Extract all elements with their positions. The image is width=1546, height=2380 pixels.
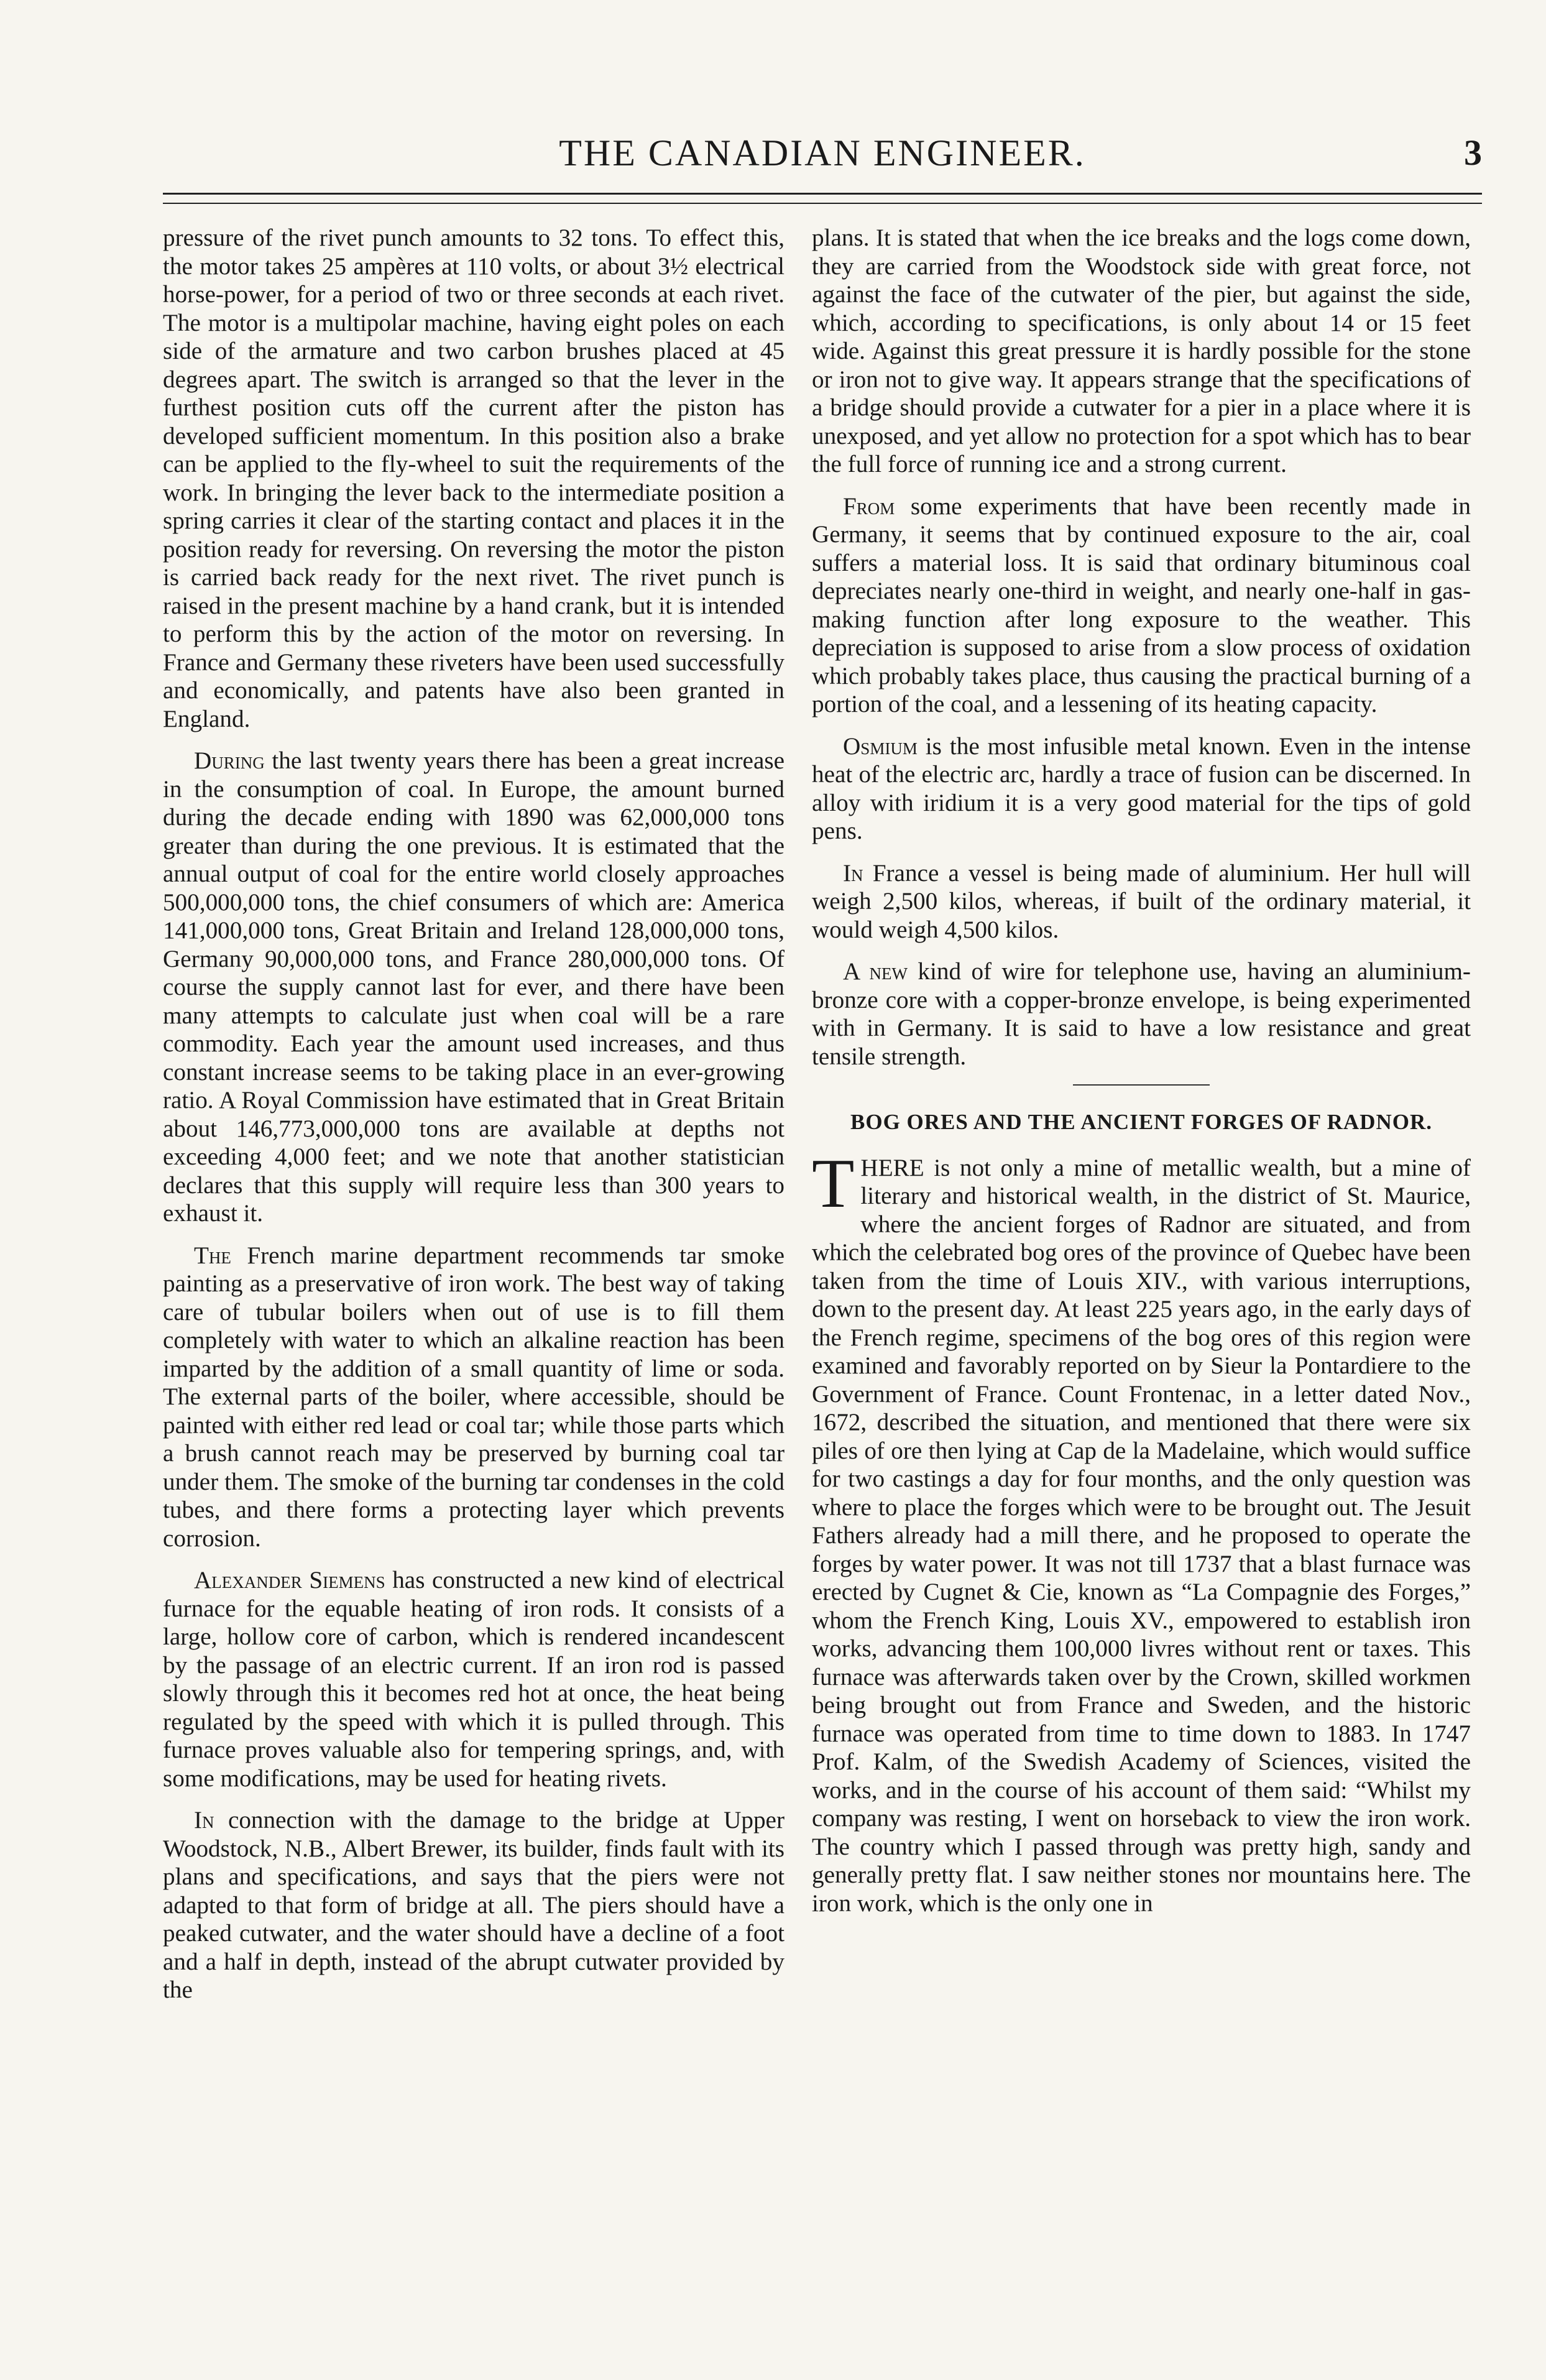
- lead-word: During: [194, 747, 265, 774]
- paragraph-text: kind of wire for telephone use, having an aluminium-bronze core with a copper-bronze envelope, is being experimented with in Germany. It is said to have a low resistance and great tensile strength.: [812, 958, 1471, 1070]
- drop-cap: T: [812, 1145, 855, 1222]
- paragraph-text: some experiments that have been recently made in Germany, it seems that by continued exposure to the air, coal suffers a material loss. It is said that ordinary bituminous coal depreciates nearly one-third in weight, and nearly one-half in gas-making function after long exposure to the weather. This depreciation is supposed to arise from a slow process of oxidation which probably takes place, thus causing the practical burning of a portion of the coal, and a lessening of its heating capacity.: [812, 492, 1471, 717]
- paragraph-siemens-furnace: [163, 1566, 785, 1792]
- section-divider: [1073, 1084, 1210, 1086]
- left-column: [163, 224, 785, 2018]
- running-title: THE CANADIAN ENGINEER.: [559, 132, 1086, 173]
- right-column: [812, 224, 1471, 1931]
- paragraph-text: is the most infusible metal known. Even in the intense heat of the electric arc, hardly a trace of fusion can be discerned. In alloy with iridium it is a very good material for the tips of gold pens.: [812, 732, 1471, 844]
- lead-word: Alexander Siemens: [194, 1567, 385, 1594]
- paragraph-bog-ores: [812, 1145, 1471, 1918]
- lead-word: The: [194, 1242, 231, 1269]
- article-heading: BOG ORES AND THE ANCIENT FORGES OF RADNOR.: [850, 1110, 1432, 1134]
- paragraph-osmium: [812, 732, 1471, 846]
- paragraph-coal-consumption: [163, 747, 785, 1228]
- paragraph-coal-exposure: [812, 492, 1471, 719]
- lead-word: From: [843, 492, 895, 520]
- page-header: [163, 132, 1482, 188]
- paragraph-text: has constructed a new kind of electrical furnace for the equable heating of iron rods. It consists of a large, hollow core of carbon, which is rendered incandescent by the passage of an electric current. If an iron rod is passed slowly through this it becomes red hot at once, the heat being regulated by the speed with which it is pulled through. This furnace proves valuable also for tempering springs, and, with some modifications, may be used for heating rivets.: [163, 1567, 785, 1792]
- paragraph-telephone-wire: [812, 957, 1471, 1071]
- header-rule-thick: [163, 193, 1482, 195]
- paragraph-tar-smoke: [163, 1242, 785, 1553]
- paragraph-text: HERE is not only a mine of metallic wealth, but a mine of literary and historical wealth, in the district of St. Maurice, where the ancient forges of Radnor are situated, and from which the celebrated bog ores of the province of Quebec have been taken from the time of Louis XIV., with various interruptions, down to the present day. At least 225 years ago, in the early days of the French regime, specimens of the bog ores of this region were examined and favorably reported on by Sieur la Pontardiere to the Government of France. Count Frontenac, in a letter dated Nov., 1672, described the situation, and mentioned that there were six piles of ore then lying at Cap de la Madelaine, which would suffice for two castings a day for four months, and the only question was where to place the forges which were to be brought out. The Jesuit Fathers already had a mill there, and he proposed to operate the forges by water power. It was not till 1737 that a blast furnace was erected by Cugnet & Cie, known as “La Compagnie des Forges,” whom the French King, Louis XV., empowered to establish iron works, advancing them 100,000 livres without rent or taxes. This furnace was afterwards taken over by the Crown, skilled workmen being brought out from France and Sweden, and the historic furnace was operated from time to time down to 1883. In 1747 Prof. Kalm, of the Swedish Academy of Sciences, visited the works, and in the course of his account of them said: “Whilst my company was resting, I went on horseback to view the iron work. The country which I passed through was pretty high, sandy and generally pretty flat. I saw neither stones nor mountains here. The iron work, which is the only one in: [812, 1154, 1471, 1917]
- paragraph-text: French marine department recommends tar smoke painting as a preservative of iron work. The best way of taking care of tubular boilers when out of use is to fill them completely with water to which an alkaline reaction has been imparted by the addition of a small quantity of lime or soda. The external parts of the boiler, where accessible, should be painted with either red lead or coal tar; while those parts which a brush cannot reach may be preserved by burning coal tar under them. The smoke of the burning tar condenses in the cold tubes, and there forms a protecting layer which prevents corrosion.: [163, 1242, 785, 1552]
- lead-word: A new: [843, 958, 908, 985]
- paragraph-text: France a vessel is being made of aluminium. Her hull will weigh 2,500 kilos, whereas, if built of the ordinary material, it would weigh 4,500 kilos.: [812, 859, 1471, 943]
- paragraph-text: connection with the damage to the bridge at Upper Woodstock, N.B., Albert Brewer, its builder, finds fault with its plans and specifications, and says that the piers were not adapted to that form of bridge at all. The piers should have a peaked cutwater, and the water should have a decline of a foot and a half in depth, instead of the abrupt cutwater provided by the: [163, 1807, 785, 2003]
- paragraph-bridge-plans: plans. It is stated that when the ice breaks and the logs come down, they are carried from the Woodstock side with great force, not against the face of the cutwater of the pier, but against the side, which, according to specifications, is only about 14 or 15 feet wide. Against this great pressure it is hardly possible for the stone or iron not to give way. It appears strange that the specifications of a bridge should provide a cutwater for a pier in a place where it is unexposed, and yet allow no protection for a spot which has to bear the full force of running ice and a strong current.: [812, 224, 1471, 477]
- paragraph-woodstock-bridge: [163, 1806, 785, 2004]
- lead-word: Osmium: [843, 732, 918, 760]
- header-rule-thin: [163, 203, 1482, 204]
- paragraph-text: the last twenty years there has been a great increase in the consumption of coal. In Europe, the amount burned during the decade ending with 1890 was 62,000,000 tons greater than during the one previous. It is estimated that the annual output of coal for the entire world closely approaches 500,000,000 tons, the chief consumers of which are: America 141,000,000 tons, Great Britain and Ireland 128,000,000 tons, Germany 90,000,000 tons, and France 280,000,000 tons. Of course the supply cannot last for ever, and there have been many attempts to calculate just when coal will be a rare commodity. Each year the amount used increases, and thus constant increase seems to be taking place in an ever-growing ratio. A Royal Commission have estimated that in Great Britain about 146,773,000,000 tons are available at depths not exceeding 4,000 feet; and we note that another statistician declares that this supply will require less than 300 years to exhaust it.: [163, 747, 785, 1227]
- lead-word: In: [194, 1807, 214, 1833]
- paragraph-aluminium-vessel: [812, 859, 1471, 944]
- paragraph-rivet-punch: pressure of the rivet punch amounts to 32 tons. To effect this, the motor takes 25 ampères at 110 volts, or about 3½ electrical horse-power, for a period of two or three seconds at each rivet. The motor is a multipolar machine, having eight poles on each side of the armature and two carbon brushes placed at 45 degrees apart. The switch is arranged so that the lever in the furthest position cuts off the current after the piston has developed sufficient momentum. In this position also a brake can be applied to the fly-wheel to suit the requirements of the work. In bringing the lever back to the intermediate position a spring carries it clear of the starting contact and places it in the position ready for reversing. On reversing the motor the piston is carried back ready for the next rivet. The rivet punch is raised in the present machine by a hand crank, but it is intended to perform this by the action of the motor on reversing. In France and Germany these riveters have been used successfully and economically, and patents have also been granted in England.: [163, 224, 785, 732]
- lead-word: In: [843, 859, 863, 887]
- page-number: 3: [1464, 132, 1482, 173]
